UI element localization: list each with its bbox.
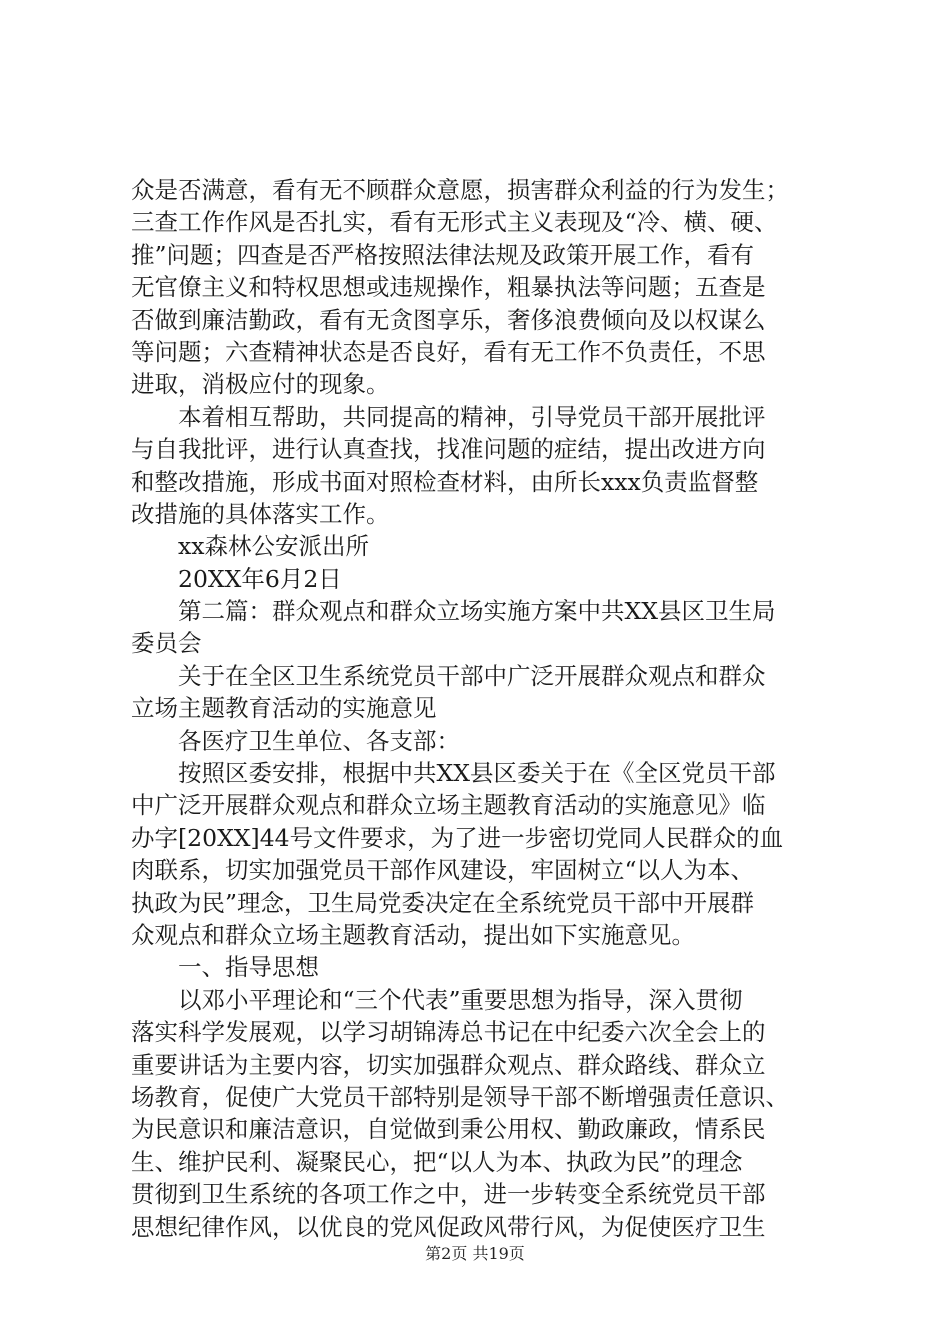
text-line: 生、维护民利、凝聚民心，把“以人为本、执政为民”的理念: [131, 1147, 743, 1176]
text-line: 执政为民”理念，卫生局党委决定在全系统党员干部中开展群: [131, 888, 755, 917]
section-heading-line: 第二篇：群众观点和群众立场实施方案中共XX县区卫生局: [178, 597, 776, 626]
document-body: [131, 174, 831, 1243]
document-title-line: 立场主题教育活动的实施意见: [131, 694, 437, 723]
text-line: 与自我批评，进行认真查找，找准问题的症结，提出改进方向: [131, 435, 766, 464]
text-line: 思想纪律作风，以优良的党风促政风带行风，为促使医疗卫生: [131, 1212, 766, 1241]
paragraph-start-line: 本着相互帮助，共同提高的精神，引导党员干部开展批评: [178, 402, 766, 431]
text-line: 重要讲话为主要内容，切实加强群众观点、群众路线、群众立: [131, 1050, 766, 1079]
text-line: 三查工作作风是否扎实，看有无形式主义表现及“冷、横、硬、: [131, 208, 778, 237]
text-line: 改措施的具体落实工作。: [131, 499, 390, 528]
document-title-line: 关于在全区卫生系统党员干部中广泛开展群众观点和群众: [178, 661, 766, 690]
text-line: 为民意识和廉洁意识，自觉做到秉公用权、勤政廉政，情系民: [131, 1115, 766, 1144]
text-line: 贯彻到卫生系统的各项工作之中，进一步转变全系统党员干部: [131, 1180, 766, 1209]
text-line: 办字[20XX]44号文件要求，为了进一步密切党同人民群众的血: [131, 823, 784, 852]
text-line: 否做到廉洁勤政，看有无贪图享乐，奢侈浪费倾向及以权谋么: [131, 305, 766, 334]
paragraph-start-line: 以邓小平理论和“三个代表”重要思想为指导，深入贯彻: [178, 985, 743, 1014]
page-number-footer: 第2页 共19页: [425, 1244, 525, 1263]
text-line: 等问题；六查精神状态是否良好，看有无工作不负责任，不思: [131, 337, 766, 366]
text-line: 中广泛开展群众观点和群众立场主题教育活动的实施意见》临: [131, 791, 766, 820]
text-line: 和整改措施，形成书面对照检查材料，由所长xxx负责监督整: [131, 467, 759, 496]
text-line: 众观点和群众立场主题教育活动，提出如下实施意见。: [131, 920, 695, 949]
text-line: 无官僚主义和特权思想或违规操作，粗暴执法等问题；五查是: [131, 273, 766, 302]
text-line: 肉联系，切实加强党员干部作风建设，牢固树立“以人为本、: [131, 856, 755, 885]
text-line: 众是否满意，看有无不顾群众意愿，损害群众利益的行为发生；: [131, 176, 789, 204]
section-heading-line: 委员会: [131, 629, 202, 658]
paragraph-start-line: 按照区委安排，根据中共XX县区委关于在《全区党员干部: [178, 759, 776, 788]
text-line: 落实科学发展观，以学习胡锦涛总书记在中纪委六次全会上的: [131, 1018, 766, 1047]
text-line: 推”问题；四查是否严格按照法律法规及政策开展工作，看有: [131, 240, 755, 269]
text-line: 进取，消极应付的现象。: [131, 370, 390, 399]
signature-date: 20XX年6月2日: [178, 564, 342, 593]
subsection-heading: 一、指导思想: [178, 953, 319, 982]
text-line: 场教育，促使广大党员干部特别是领导干部不断增强责任意识、: [131, 1082, 789, 1111]
signature-organization: xx森林公安派出所: [178, 532, 370, 561]
salutation-line: 各医疗卫生单位、各支部：: [178, 726, 460, 755]
